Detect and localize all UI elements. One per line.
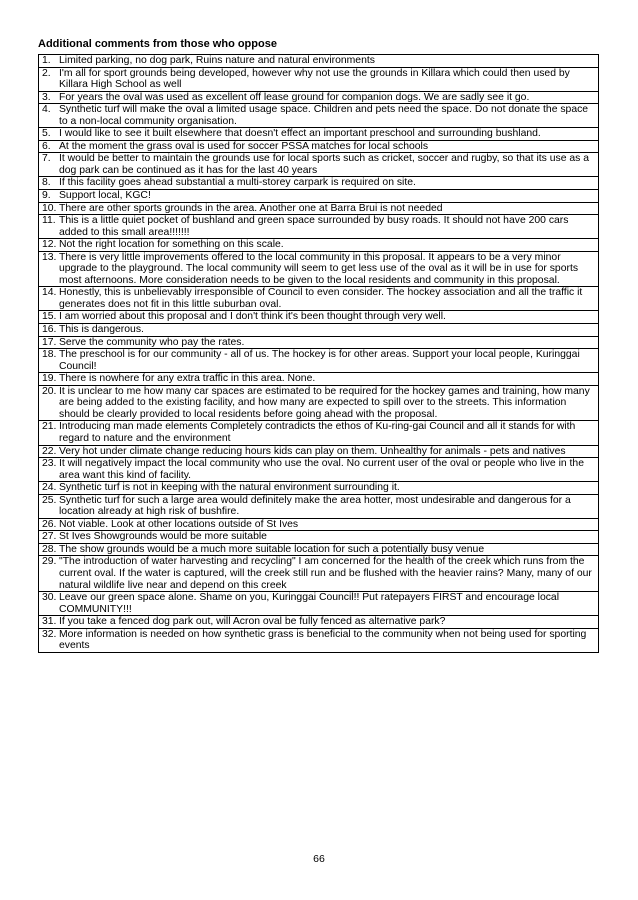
comment-cell xyxy=(39,494,599,518)
comment-text: This is a little quiet pocket of bushland and green space surrounded by busy roads. It should not have 200 cars added to this small area!!!!!!! xyxy=(59,215,569,238)
comment-number: 22. xyxy=(42,445,57,457)
comment-row xyxy=(39,239,599,252)
comment-number: 11. xyxy=(42,215,56,227)
comment-number: 31. xyxy=(42,616,57,628)
comment-number: 29. xyxy=(42,556,57,568)
comment-row xyxy=(39,336,599,349)
comment-text: It will negatively impact the local community who use the oval. No current user of the oval or people who live in the area want this kind of facility. xyxy=(59,458,584,481)
comment-number: 19. xyxy=(42,373,57,385)
comment-cell xyxy=(39,324,599,337)
comment-cell xyxy=(39,153,599,177)
comment-number: 5. xyxy=(42,128,51,140)
comment-text: Synthetic turf will make the oval a limited usage space. Children and pets need the space. Do not donate the space to a non-local community organisation. xyxy=(59,104,589,127)
comment-text: It would be better to maintain the grounds use for local sports such as cricket, soccer and rugby, so that its use as a dog park can be continued as it has for the last 40 years xyxy=(59,153,590,176)
comment-cell xyxy=(39,628,599,652)
comment-number: 3. xyxy=(42,91,51,103)
comment-row xyxy=(39,324,599,337)
comment-cell xyxy=(39,140,599,153)
comment-cell xyxy=(39,190,599,203)
section-heading: Additional comments from those who oppose xyxy=(38,38,277,50)
comment-row xyxy=(39,518,599,531)
comment-cell xyxy=(39,556,599,592)
comment-text: The preschool is for our community - all of us. The hockey is for other areas. Support your local people, Kuringgai Council! xyxy=(59,349,580,372)
comment-row xyxy=(39,385,599,421)
comment-number: 27. xyxy=(42,531,57,543)
comment-text: There is nowhere for any extra traffic in this area. None. xyxy=(59,373,316,385)
comment-cell xyxy=(39,251,599,287)
comment-row xyxy=(39,482,599,495)
comment-cell xyxy=(39,531,599,544)
comment-row xyxy=(39,616,599,629)
comment-row xyxy=(39,104,599,128)
comment-number: 21. xyxy=(42,421,57,433)
comment-row xyxy=(39,251,599,287)
comment-text: At the moment the grass oval is used for soccer PSSA matches for local schools xyxy=(59,140,429,152)
comment-row xyxy=(39,140,599,153)
comment-row xyxy=(39,202,599,215)
comment-cell xyxy=(39,128,599,141)
comment-text: It is unclear to me how many car spaces are estimated to be required for the hockey games and training, how many are being added to the existing facility, and how many are expected to spill over to the streets. This information should be clearly provided to local residents before going ahead with the proposal. xyxy=(59,385,590,420)
comment-row xyxy=(39,592,599,616)
comment-text: Leave our green space alone. Shame on you, Kuringgai Council!! Put ratepayers FIRST and encourage local COMMUNITY!!! xyxy=(59,592,560,615)
comment-number: 23. xyxy=(42,458,57,470)
comment-row xyxy=(39,215,599,239)
comment-text: Serve the community who pay the rates. xyxy=(59,336,245,348)
comment-number: 30. xyxy=(42,592,57,604)
comment-cell xyxy=(39,482,599,495)
comment-text: Very hot under climate change reducing hours kids can play on them. Unhealthy for animals - pets and natives xyxy=(59,445,566,457)
comment-row xyxy=(39,543,599,556)
comment-number: 8. xyxy=(42,177,51,189)
comment-text: I am worried about this proposal and I don't think it's been thought through very well. xyxy=(59,311,446,323)
comment-cell xyxy=(39,445,599,458)
comment-number: 26. xyxy=(42,518,57,530)
comment-number: 28. xyxy=(42,543,57,555)
comment-row xyxy=(39,177,599,190)
comment-cell xyxy=(39,239,599,252)
comment-text: For years the oval was used as excellent off lease ground for companion dogs. We are sadly see it go. xyxy=(59,91,530,103)
comment-text: Synthetic turf is not in keeping with the natural environment surrounding it. xyxy=(59,482,400,494)
comment-text: Support local, KGC! xyxy=(59,190,151,202)
comments-table xyxy=(38,54,599,653)
comment-number: 12. xyxy=(42,239,57,251)
comment-cell xyxy=(39,543,599,556)
comment-row xyxy=(39,91,599,104)
comment-cell xyxy=(39,421,599,445)
comment-row xyxy=(39,287,599,311)
comment-text: Synthetic turf for such a large area would definitely make the area hotter, most undesirable and dangerous for a location already at high risk of bushfire. xyxy=(59,494,571,518)
comment-row xyxy=(39,373,599,386)
comment-row xyxy=(39,67,599,91)
comment-number: 25. xyxy=(42,494,57,506)
comment-cell xyxy=(39,287,599,311)
comment-text: Limited parking, no dog park, Ruins nature and natural environments xyxy=(59,55,375,66)
comment-cell xyxy=(39,616,599,629)
comment-cell xyxy=(39,385,599,421)
comment-number: 20. xyxy=(42,385,57,397)
comment-cell xyxy=(39,592,599,616)
comment-text: I'm all for sport grounds being developed, however why not use the grounds in Killara which could then used by Killara High School as well xyxy=(59,67,570,91)
comment-row xyxy=(39,190,599,203)
comment-number: 6. xyxy=(42,140,51,152)
comment-cell xyxy=(39,202,599,215)
comment-text: More information is needed on how synthetic grass is beneficial to the community when not being used for sporting events xyxy=(59,628,587,652)
comment-number: 9. xyxy=(42,190,51,202)
comment-text: The show grounds would be a much more suitable location for such a potentially busy venue xyxy=(59,543,485,555)
comment-text: There is very little improvements offered to the local community in this proposal. It appears to be a very minor upgrade to the playground. The local community will seem to get less use of the oval as it will be in use for sports most afternoons. More consideration needs to be given to the local residents and community in this proposal. xyxy=(59,251,579,286)
comment-row xyxy=(39,531,599,544)
comment-number: 7. xyxy=(42,153,51,165)
comment-number: 2. xyxy=(42,67,51,79)
comment-text: Not the right location for something on this scale. xyxy=(59,239,284,251)
comment-text: If this facility goes ahead substantial a multi-storey carpark is required on site. xyxy=(59,177,416,189)
page-number: 66 xyxy=(313,853,325,865)
comment-cell xyxy=(39,349,599,373)
comment-number: 1. xyxy=(42,55,51,66)
comment-row xyxy=(39,311,599,324)
comment-number: 14. xyxy=(42,287,57,299)
comment-row xyxy=(39,458,599,482)
comment-text: I would like to see it built elsewhere that doesn't effect an important preschool and surrounding bushland. xyxy=(59,128,541,140)
comment-number: 24. xyxy=(42,482,57,494)
comment-text: If you take a fenced dog park out, will Acron oval be fully fenced as alternative park? xyxy=(59,616,446,628)
comment-text: This is dangerous. xyxy=(59,324,144,336)
comment-text: St Ives Showgrounds would be more suitable xyxy=(59,531,267,543)
comment-row xyxy=(39,494,599,518)
comment-row xyxy=(39,128,599,141)
comment-cell xyxy=(39,177,599,190)
comment-number: 18. xyxy=(42,349,57,361)
comment-cell xyxy=(39,67,599,91)
comment-number: 13. xyxy=(42,251,57,263)
comment-cell xyxy=(39,55,599,68)
comment-row xyxy=(39,628,599,652)
comment-number: 32. xyxy=(42,628,57,640)
comment-text: Not viable. Look at other locations outside of St Ives xyxy=(59,518,299,530)
comment-number: 4. xyxy=(42,104,51,116)
comment-cell xyxy=(39,215,599,239)
comment-number: 17. xyxy=(42,336,57,348)
comment-row xyxy=(39,556,599,592)
comment-cell xyxy=(39,91,599,104)
comment-cell xyxy=(39,373,599,386)
comment-text: Honestly, this is unbelievably irresponsible of Council to even consider. The hockey association and all the traffic it generates does not fit in this little suburban oval. xyxy=(59,287,583,310)
comment-cell xyxy=(39,336,599,349)
comment-row xyxy=(39,421,599,445)
comment-cell xyxy=(39,311,599,324)
comment-text: There are other sports grounds in the area. Another one at Barra Brui is not needed xyxy=(59,202,443,214)
comment-text: "The introduction of water harvesting and recycling" I am concerned for the health of the creek which runs from the current oval. If the water is captured, will the creek still run and be flushed with the heavier rains? Many, many of our natural wildlife live near and depend on this creek xyxy=(59,556,592,591)
comment-number: 10. xyxy=(42,202,57,214)
comment-row xyxy=(39,153,599,177)
comment-number: 16. xyxy=(42,324,57,336)
comment-cell xyxy=(39,458,599,482)
comment-row xyxy=(39,349,599,373)
comment-text: Introducing man made elements Completely contradicts the ethos of Ku-ring-gai Council and all it stands for with regard to nature and the environment xyxy=(59,421,576,444)
comment-row xyxy=(39,445,599,458)
comment-cell xyxy=(39,518,599,531)
comment-number: 15. xyxy=(42,311,57,323)
comment-row xyxy=(39,55,599,68)
comment-cell xyxy=(39,104,599,128)
